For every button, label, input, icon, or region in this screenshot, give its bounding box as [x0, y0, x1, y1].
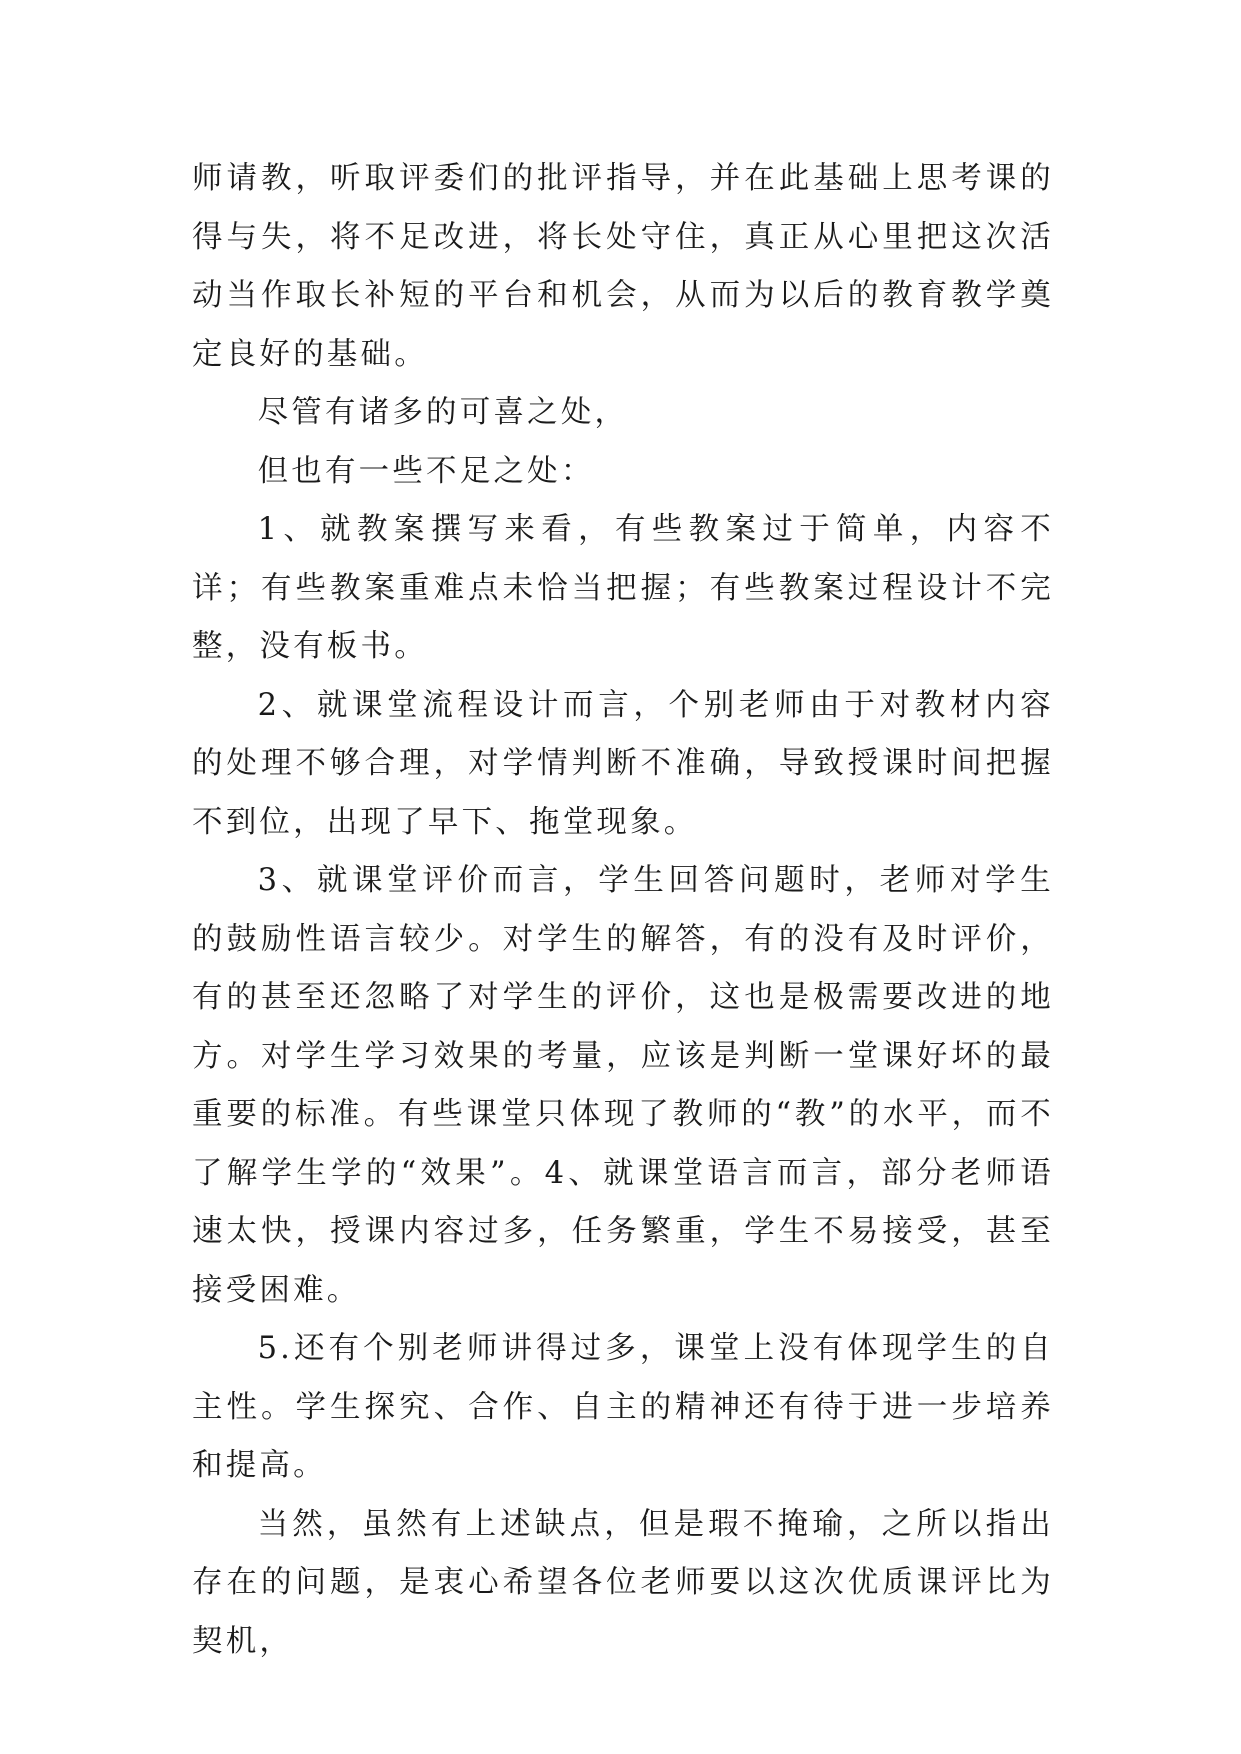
document-body — [192, 150, 1054, 1671]
paragraph-point-2: 2、就课堂流程设计而言，个别老师由于对教材内容的处理不够合理，对学情判断不准确，导致授课时间把握不到位，出现了早下、拖堂现象。 — [192, 687, 1054, 840]
paragraph-conclusion: 当然，虽然有上述缺点，但是瑕不掩瑜，之所以指出存在的问题，是衷心希望各位老师要以这次优质课评比为契机， — [192, 1506, 1054, 1659]
paragraph-shortcomings-intro: 但也有一些不足之处： — [257, 453, 595, 489]
paragraph-point-3-4: 3、就课堂评价而言，学生回答问题时，老师对学生的鼓励性语言较少。对学生的解答，有的没有及时评价，有的甚至还忽略了对学生的评价，这也是极需要改进的地方。对学生学习效果的考量，应该是判断一堂课好坏的最重要的标准。有些课堂只体现了教师的“教”的水平，而不了解学生学的“效果”。4、就课堂语言而言，部分老师语速太快，授课内容过多，任务繁重，学生不易接受，甚至接受困难。 — [192, 863, 1054, 1308]
paragraph-point-1: 1、就教案撰写来看，有些教案过于简单，内容不详；有些教案重难点未恰当把握；有些教案过程设计不完整，没有板书。 — [192, 512, 1054, 664]
paragraph-merits-summary: 尽管有诸多的可喜之处， — [257, 395, 629, 430]
paragraph-point-5: 5.还有个别老师讲得过多，课堂上没有体现学生的自主性。学生探究、合作、自主的精神还有待于进一步培养和提高。 — [192, 1331, 1054, 1483]
paragraph-continuation: 师请教，听取评委们的批评指导，并在此基础上思考课的得与失，将不足改进，将长处守住，真正从心里把这次活动当作取长补短的平台和机会，从而为以后的教育教学奠定良好的基础。 — [192, 161, 1054, 372]
